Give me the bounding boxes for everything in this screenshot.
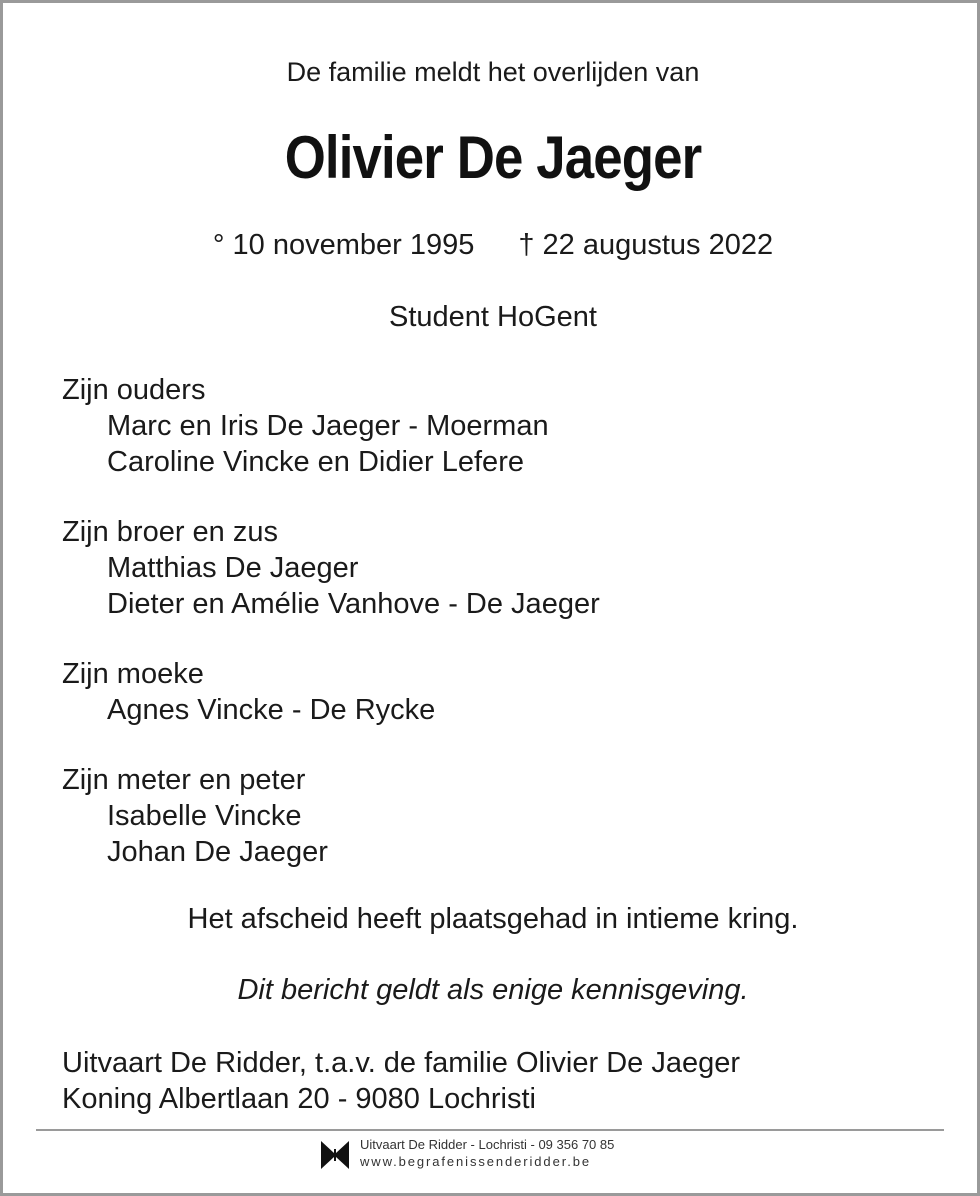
family-member: Matthias De Jaeger <box>107 552 359 584</box>
contact-address <box>62 1045 740 1117</box>
birth-date: ° 10 november 1995 <box>212 229 475 261</box>
family-group-title: Zijn ouders <box>62 374 206 406</box>
family-group-title: Zijn broer en zus <box>62 516 278 548</box>
funeral-home-footer <box>0 1135 980 1175</box>
family-group-parents <box>62 372 942 480</box>
footer-company: Uitvaart De Ridder - Lochristi - 09 356 70 85 <box>360 1137 615 1152</box>
footer-divider <box>36 1129 944 1131</box>
life-dates <box>3 229 980 262</box>
notice-text: Dit bericht geldt als enige kennisgeving. <box>237 974 749 1006</box>
footer-website-link[interactable]: www.begrafenissenderidder.be <box>360 1154 591 1169</box>
family-member: Isabelle Vincke <box>107 800 302 832</box>
contact-line-1: Uitvaart De Ridder, t.a.v. de familie Olivier De Jaeger <box>62 1047 741 1079</box>
family-member: Johan De Jaeger <box>107 836 328 868</box>
family-group-title: Zijn moeke <box>62 658 204 690</box>
deceased-name: Olivier De Jaeger <box>284 124 702 191</box>
farewell-text: Het afscheid heeft plaatsgehad in intieme kring. <box>187 903 799 935</box>
family-member: Dieter en Amélie Vanhove - De Jaeger <box>107 588 600 620</box>
footer-text <box>360 1136 614 1170</box>
butterfly-logo-icon <box>320 1139 350 1171</box>
family-group-title: Zijn meter en peter <box>62 764 306 796</box>
family-list <box>62 372 942 904</box>
family-member: Agnes Vincke - De Rycke <box>107 694 436 726</box>
death-date: † 22 augustus 2022 <box>518 229 774 261</box>
contact-line-2: Koning Albertlaan 20 - 9080 Lochristi <box>62 1083 536 1115</box>
family-member: Caroline Vincke en Didier Lefere <box>107 446 524 478</box>
family-group-siblings <box>62 514 942 622</box>
family-member: Marc en Iris De Jaeger - Moerman <box>107 410 549 442</box>
intro-text: De familie meldt het overlijden van <box>286 57 700 87</box>
family-group-grandmother <box>62 656 942 728</box>
occupation: Student HoGent <box>389 301 597 333</box>
family-group-godparents <box>62 762 942 870</box>
